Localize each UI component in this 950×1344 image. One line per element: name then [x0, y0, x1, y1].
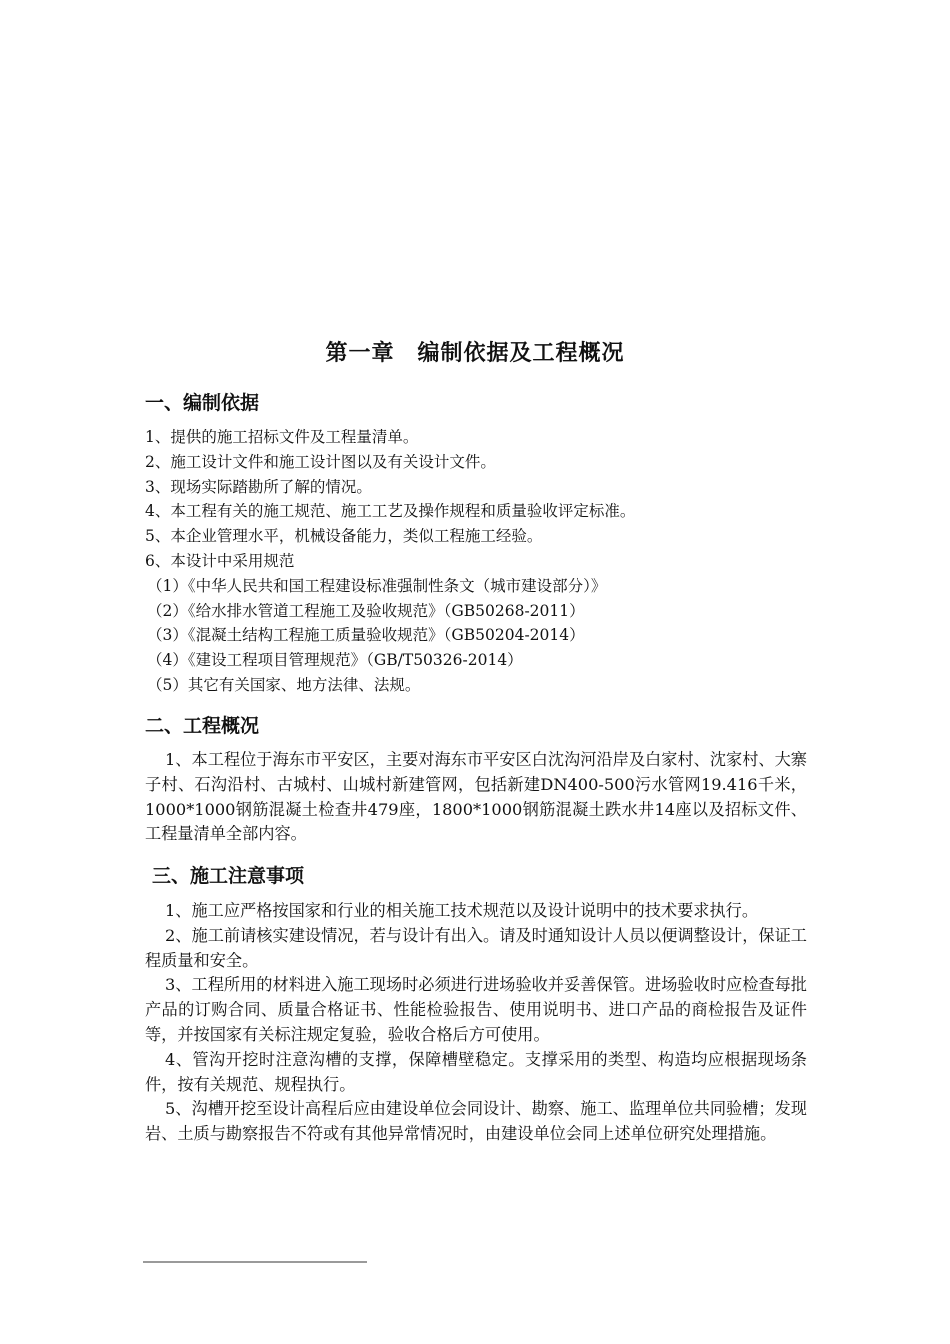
list-item: 5、本企业管理水平，机械设备能力，类似工程施工经验。: [145, 527, 543, 546]
list-item: 4、本工程有关的施工规范、施工工艺及操作规程和质量验收评定标准。: [145, 502, 636, 521]
footnote-divider: [143, 1261, 367, 1263]
list-sub-item: （5）其它有关国家、地方法律、法规。: [147, 675, 421, 694]
section-heading-notes: 三、施工注意事项: [152, 865, 305, 887]
list-item: 6、本设计中采用规范: [145, 551, 295, 570]
notes-body: [145, 899, 807, 1147]
section-heading-overview: 二、工程概况: [145, 715, 260, 737]
list-sub-item: （1）《中华人民共和国工程建设标准强制性条文（城市建设部分）》: [147, 576, 607, 595]
basis-list: [145, 425, 815, 698]
list-sub-item: （2）《给水排水管道工程施工及验收规范》（GB50268-2011）: [147, 601, 585, 620]
list-item: 2、施工设计文件和施工设计图以及有关设计文件。: [145, 452, 496, 471]
note-paragraph: 1、施工应严格按国家和行业的相关施工技术规范以及设计说明中的技术要求执行。: [165, 901, 759, 920]
section-heading-basis: 一、编制依据: [145, 392, 260, 414]
note-paragraph: 2、施工前请核实建设情况，若与设计有出入。请及时通知设计人员以便调整设计，保证工程质量和安全。: [145, 925, 807, 970]
note-paragraph: 3、工程所用的材料进入施工现场时必须进行进场验收并妥善保管。进场验收时应检查每批产品的订购合同、质量合格证书、性能检验报告、使用说明书、进口产品的商检报告及证件等，并按国家有关标注规定复验，验收合格后方可使用。: [145, 975, 807, 1044]
note-paragraph: 4、管沟开挖时注意沟槽的支撑，保障槽壁稳定。支撑采用的类型、构造均应根据现场条件，按有关规范、规程执行。: [145, 1049, 807, 1094]
list-sub-item: （3）《混凝土结构工程施工质量验收规范》（GB50204-2014）: [147, 626, 585, 645]
list-item: 3、现场实际踏勘所了解的情况。: [145, 477, 372, 496]
list-sub-item: （4）《建设工程项目管理规范》（GB/T50326-2014）: [147, 651, 523, 670]
overview-paragraph: 1、本工程位于海东市平安区，主要对海东市平安区白沈沟河沿岸及白家村、沈家村、大寨子村、石沟沿村、古城村、山城村新建管网，包括新建DN400-500污水管网19.416千米，1000*1000钢筋混凝土检查井479座，1800*1000钢筋混凝土跌水井14座以及招标文件、工程量清单全部内容。: [145, 750, 807, 844]
list-item: 1、提供的施工招标文件及工程量清单。: [145, 428, 419, 446]
note-paragraph: 5、沟槽开挖至设计高程后应由建设单位会同设计、勘察、施工、监理单位共同验槽；发现岩、土质与勘察报告不符或有其他异常情况时，由建设单位会同上述单位研究处理措施。: [145, 1099, 807, 1144]
chapter-title: 第一章 编制依据及工程概况: [325, 341, 625, 366]
